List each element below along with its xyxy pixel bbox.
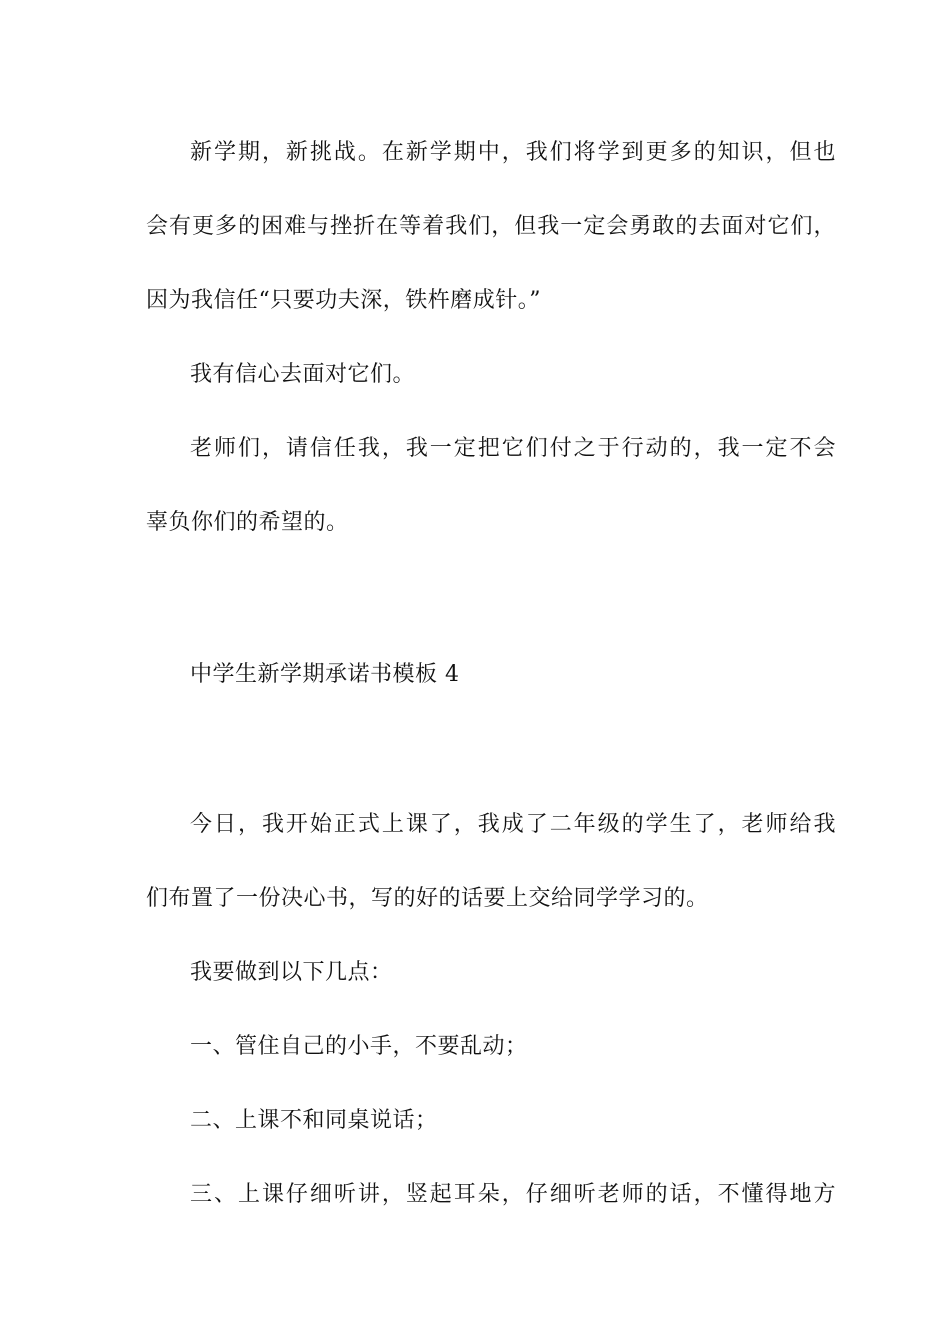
paragraph-line: 会有更多的困难与挫折在等着我们，但我一定会勇敢的去面对它们， <box>146 214 836 239</box>
paragraph-line: 们布置了一份决心书，写的好的话要上交给同学学习的。 <box>146 886 709 911</box>
list-item: 三、上课仔细听讲，竖起耳朵，仔细听老师的话，不懂得地方 <box>190 1182 836 1207</box>
paragraph-line: 今日，我开始正式上课了，我成了二年级的学生了，老师给我 <box>190 812 836 837</box>
paragraph-line: 老师们，请信任我，我一定把它们付之于行动的，我一定不会 <box>190 436 836 461</box>
list-item: 二、上课不和同桌说话； <box>190 1108 438 1133</box>
paragraph-line: 我有信心去面对它们。 <box>190 362 416 387</box>
list-item: 一、管住自己的小手，不要乱动； <box>190 1034 528 1059</box>
paragraph-line: 新学期，新挑战。在新学期中，我们将学到更多的知识，但也 <box>190 140 836 165</box>
paragraph-line: 因为我信任“只要功夫深，铁杵磨成针。” <box>146 288 541 313</box>
section-title: 中学生新学期承诺书模板 4 <box>190 662 460 687</box>
paragraph-line: 辜负你们的希望的。 <box>146 510 349 535</box>
paragraph-line: 我要做到以下几点： <box>190 960 393 985</box>
